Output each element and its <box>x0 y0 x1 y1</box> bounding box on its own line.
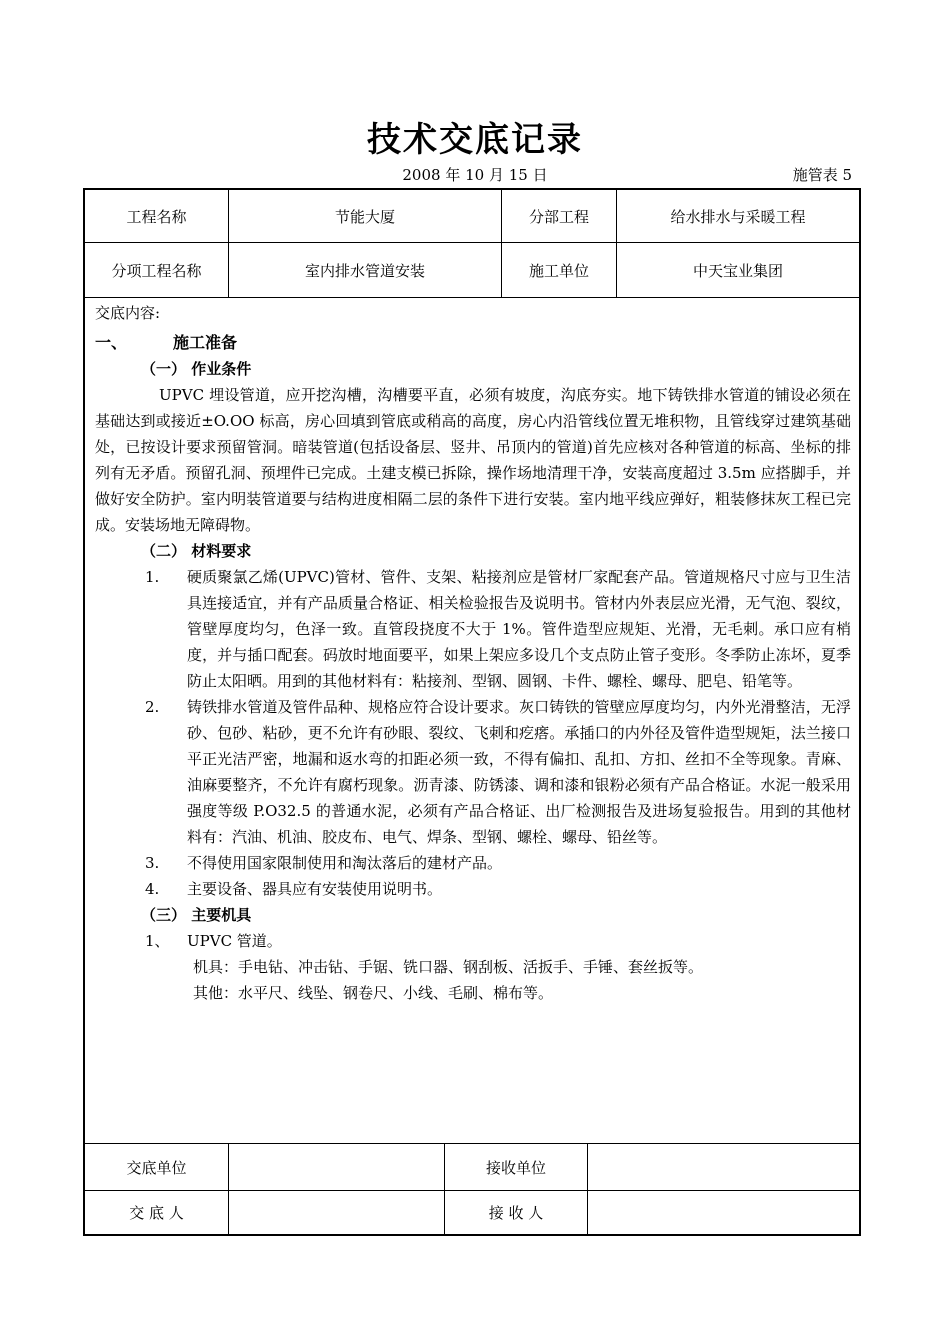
subitem-label: 分项工程名称 <box>111 261 202 280</box>
row-divider <box>85 242 859 243</box>
others-line: 其他：水平尺、线坠、钢卷尺、小线、毛刷、棉布等。 <box>193 984 554 1002</box>
project-name-label: 工程名称 <box>126 207 187 226</box>
row-divider <box>85 297 859 298</box>
work-conditions-text: UPVC 埋设管道，应开挖沟槽，沟槽要平直，必须有坡度，沟底夯实。地下铸铁排水管道的铺设必须在基础达到或接近±O.OO 标高，房心回填到管底或稍高的高度，房心内沿管线位置无堆积物，且管线穿过建筑基础处，已按设计要求预留管洞。暗装管道(包括设备层、竖井、吊顶内的管道)首先应核对各种管道的标高、坐标的排列有无矛盾。预留孔洞、预埋件已完成。土建支模已拆除，操作场地清理干净，安装高度超过 3.5m 应搭脚手，并做好安全防护。室内明装管道要与结构进度相隔二层的条件下进行安装。室内地平线应弹好，粗装修抹灰工程已完成。安装场地无障碍物。 <box>95 386 851 534</box>
division-label: 分部工程 <box>528 207 589 226</box>
receiver-unit-label: 接收单位 <box>485 1158 546 1177</box>
list-item: 1. 硬质聚氯乙烯(UPVC)管材、管件、支架、粘接剂应是管材厂家配套产品。管道规格尺寸应与卫生洁具连接适宜，并有产品质量合格证、相关检验报告及说明书。管材内外表层应光滑，无气泡、裂纹，管壁厚度均匀，色泽一致。直管段挠度不大于 1%。管件造型应规矩、光滑，无毛刺。承口应有梢度，并与插口配套。码放时地面要平，如果上架应多设几个支点防止管子变形。冬季防止冻坏，夏季防止太阳晒。用到的其他材料有：粘接剂、型钢、圆钢、卡件、螺栓、螺母、肥皂、铅笔等。 <box>145 568 851 690</box>
subsection-title-3: （三） 主要机具 <box>141 906 252 924</box>
receiver-label: 接 收 人 <box>488 1204 544 1222</box>
column-divider <box>228 190 229 297</box>
column-divider <box>587 1143 588 1234</box>
division-value: 给水排水与采暖工程 <box>670 207 806 226</box>
issuer-label: 交 底 人 <box>129 1204 184 1222</box>
column-divider <box>501 190 502 297</box>
subsection-title-2: （二） 材料要求 <box>141 542 252 560</box>
document-date: 2008 年 10 月 15 日 <box>402 166 548 184</box>
subsection-title-1: （一） 作业条件 <box>141 360 252 378</box>
section-title: 施工准备 <box>173 333 238 352</box>
contractor-label: 施工单位 <box>528 261 589 280</box>
contractor-value: 中天宝业集团 <box>692 261 783 280</box>
document-title: 技术交底记录 <box>367 120 583 160</box>
record-table <box>83 188 861 1236</box>
subitem-value: 室内排水管道安装 <box>304 261 425 280</box>
list-item: 2. 铸铁排水管道及管件品种、规格应符合设计要求。灰口铸铁的管壁应厚度均匀，内外光滑整洁，无浮砂、包砂、粘砂，更不允许有砂眼、裂纹、飞刺和疙瘩。承插口的内外径及管件造型规矩，法兰接口平正光洁严密，地漏和返水弯的扣距必须一致，不得有偏扣、乱扣、方扣、丝扣不全等现象。青麻、油麻要整齐，不允许有腐朽现象。沥青漆、防锈漆、调和漆和银粉必须有产品合格证。水泥一般采用强度等级 P.O32.5 的普通水泥，必须有产品合格证、出厂检测报告及进场复验报告。用到的其他材料有：汽油、机油、胶皮布、电气、焊条、型钢、螺栓、螺母、铅丝等。 <box>145 698 851 846</box>
section-heading <box>95 330 851 356</box>
issuer-unit-label: 交底单位 <box>126 1158 187 1177</box>
content-label: 交底内容: <box>95 304 161 322</box>
form-number: 施管表 5 <box>792 166 852 184</box>
list-item: 4. 主要设备、器具应有安装使用说明书。 <box>145 880 443 898</box>
section-number: 一、 <box>95 333 128 352</box>
list-item: 1、 UPVC 管道。 <box>145 932 282 950</box>
list-item: 3. 不得使用国家限制使用和淘汰落后的建材产品。 <box>145 854 503 872</box>
tools-line: 机具：手电钻、冲击钻、手锯、铣口器、钢刮板、活扳手、手锤、套丝扳等。 <box>193 958 704 976</box>
column-divider <box>228 1143 229 1234</box>
column-divider <box>616 190 617 297</box>
project-name-value: 节能大厦 <box>334 207 395 226</box>
briefing-content <box>95 300 851 1006</box>
